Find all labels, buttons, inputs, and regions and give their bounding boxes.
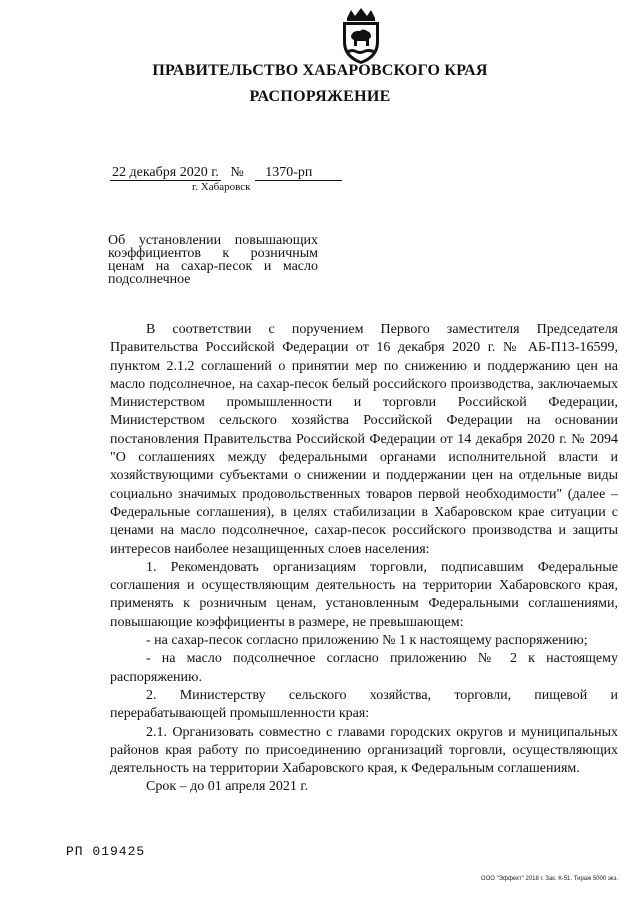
document-subject: Об установлении повышающих коэффициентов к розничным ценам на сахар-песок и масло подсолнечное (108, 233, 318, 287)
document-date: 22 декабря 2020 г. (112, 165, 219, 180)
paragraph-oil: - на масло подсолнечное согласно приложению № 2 к настоящему распоряжению. (110, 651, 618, 685)
government-title: ПРАВИТЕЛЬСТВО ХАБАРОВСКОГО КРАЯ (152, 62, 488, 79)
deadline: Срок – до 01 апреля 2021 г. (146, 779, 309, 795)
document-type: РАСПОРЯЖЕНИЕ (249, 88, 391, 105)
paragraph-item-1: 1. Рекомендовать организациям торговли, подписавшим Федеральные соглашения и осуществляющим деятельность на территории Хабаровского края, применять к розничным ценам, установленным Федеральными соглашениями, повышающие коэффициенты в размере, не превышающем: (110, 559, 618, 630)
document-body (110, 321, 618, 797)
form-code: РП 019425 (66, 844, 146, 859)
coat-of-arms-icon (333, 6, 389, 66)
date-number-line (110, 165, 342, 181)
city-label: г. Хабаровск (192, 181, 251, 193)
paragraph-item-2-1: 2.1. Организовать совместно с главами городских округов и муниципальных районов края работу по присоединению организаций торговли, осуществляющих деятельность на территории Хабаровского края, к Федеральным соглашениям. (110, 724, 618, 777)
printer-imprint: ООО "Эффект" 2018 г. Зак. К-51. Тираж 5000 экз. (480, 876, 618, 882)
number-label: № (230, 165, 244, 180)
paragraph-item-2: 2. Министерству сельского хозяйства, торговли, пищевой и перерабатывающей промышленности края: (110, 687, 618, 722)
paragraph-preamble: В соответствии с поручением Первого заместителя Председателя Правительства Российской Федерации от 16 декабря 2020 г. № АБ-П13-16599, пунктом 2.1.2 соглашений о принятии мер по снижению и поддержанию цен на масло подсолнечное, на сахар-песок белый российского производства, заключаемых Министерством промышленности и торговли Российской Федерации, Министерством сельского хозяйства Российской Федерации на основании постановления Правительства Российской Федерации от 14 декабря 2020 г. № 2094 "О соглашениях между федеральными органами исполнительной власти и хозяйствующими субъектами о снижении и поддержании цен на отдельные виды социально значимых продовольственных товаров первой необходимости" (далее – Федеральные соглашения), в целях стабилизации в Хабаровском крае ситуации с ценами на масло подсолнечное, сахар-песок российского производства и защиты интересов наиболее незащищенных слоев населения: (110, 322, 618, 557)
document-number: 1370-рп (255, 165, 342, 181)
paragraph-sugar: - на сахар-песок согласно приложению № 1 к настоящему распоряжению; (146, 633, 588, 649)
